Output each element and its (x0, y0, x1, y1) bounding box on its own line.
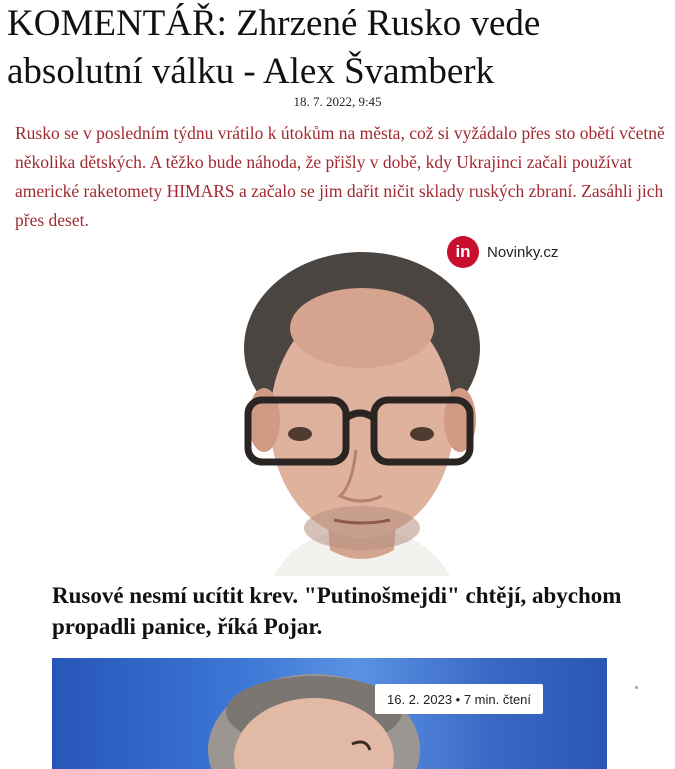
related-article-title[interactable]: Rusové nesmí ucítit krev. "Putinošmejdi" chtějí, abychom propadli panice, říká Pojar. (52, 583, 622, 639)
novinky-logo-icon: in (447, 236, 479, 268)
related-article-meta: 16. 2. 2023 • 7 min. čtení (375, 684, 543, 714)
article-date: 18. 7. 2022, 9:45 (293, 94, 382, 109)
article-perex: Rusko se v posledním týdnu vrátilo k útokům na města, což si vyžádalo přes sto obětí včetně několika dětských. A těžko bude náhoda, že přišly v době, kdy Ukrajinci začali používat americké raketomety HIMARS a začalo se jim dařit ničit sklady ruských zbraní. Zasáhli jich přes deset. (15, 123, 665, 230)
article-title: KOMENTÁŘ: Zhrzené Rusko vede absolutní válku - Alex Švamberk (7, 3, 541, 92)
source-name: Novinky.cz (487, 243, 559, 261)
decorative-dot (635, 686, 638, 689)
author-portrait (234, 250, 490, 576)
